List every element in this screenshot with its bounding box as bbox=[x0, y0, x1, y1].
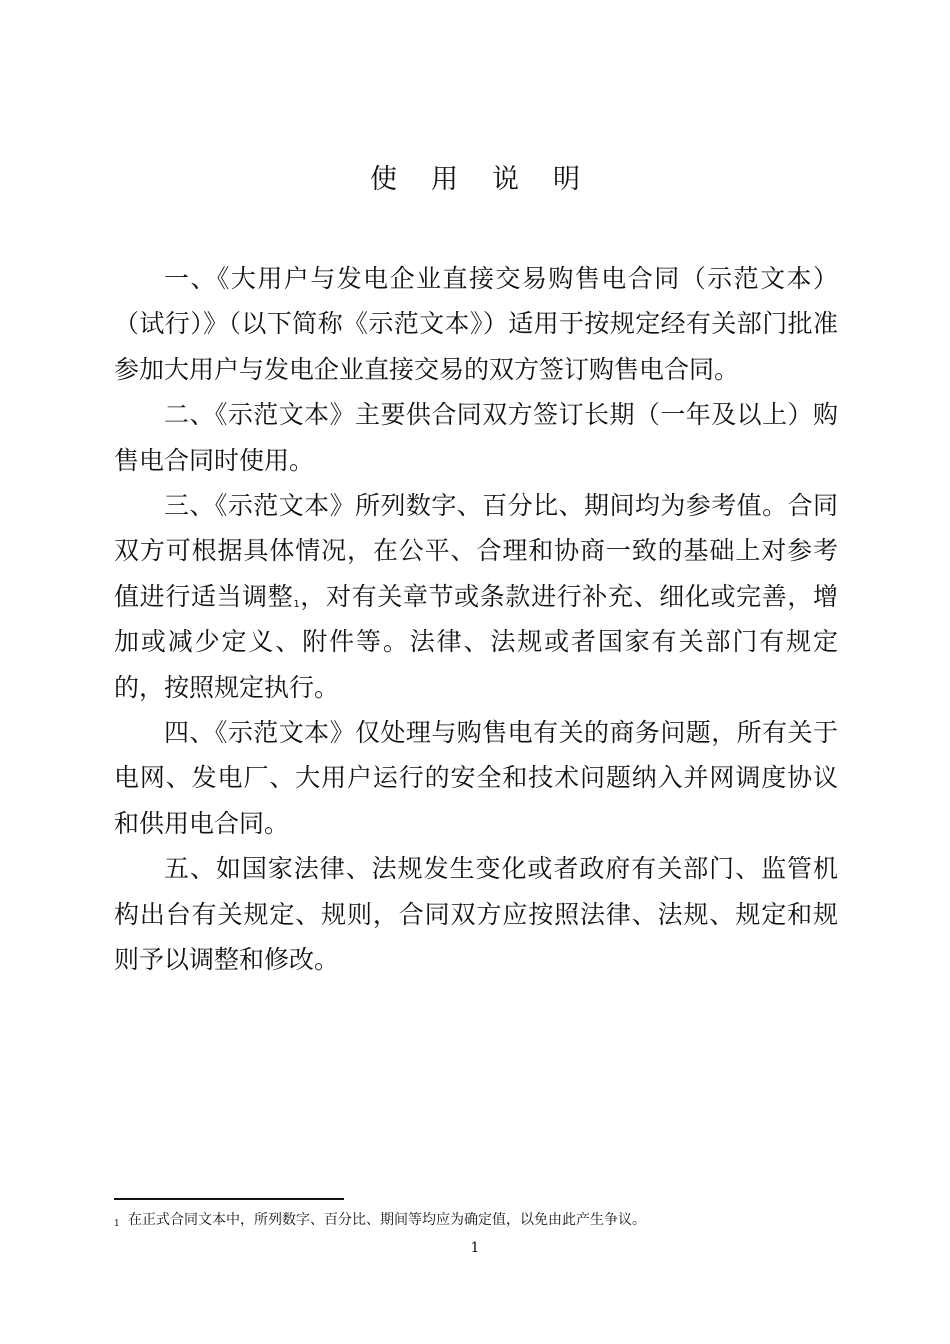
footnote-reference: 1 bbox=[293, 598, 300, 610]
footnote-text: 在正式合同文本中，所列数字、百分比、期间等均应为确定值，以免由此产生争议。 bbox=[128, 1212, 646, 1228]
paragraph-1: 一、《大用户与发电企业直接交易购售电合同（示范文本）（试行）》（以下简称《示范文本》）适用于按规定经有关部门批准参加大用户与发电企业直接交易的双方签订购售电合同。 bbox=[114, 264, 838, 384]
paragraph-3 bbox=[114, 483, 838, 710]
paragraph-5: 五、如国家法律、法规发生变化或者政府有关部门、监管机构出台有关规定、规则，合同双方应按照法律、法规、规定和规则予以调整和修改。 bbox=[114, 854, 838, 975]
footnote-separator bbox=[114, 1198, 344, 1200]
page-number: 1 bbox=[470, 1240, 480, 1256]
footnote bbox=[114, 1210, 838, 1234]
footnote-mark: 1 bbox=[114, 1219, 120, 1229]
document-title: 使用说明 bbox=[370, 164, 614, 195]
document-body bbox=[114, 256, 838, 983]
paragraph-3-text-after: ，对有关章节或条款进行补充、细化或完善，增加或减少定义、附件等。法律、法规或者国家有关部门有规定的，按照规定执行。 bbox=[114, 581, 838, 702]
paragraph-2: 二、《示范文本》主要供合同双方签订长期（一年及以上）购售电合同时使用。 bbox=[114, 400, 838, 475]
paragraph-4: 四、《示范文本》仅处理与购售电有关的商务问题，所有关于电网、发电厂、大用户运行的安全和技术问题纳入并网调度协议和供用电合同。 bbox=[114, 718, 838, 838]
paragraph-3-text-before: 三、《示范文本》所列数字、百分比、期间均为参考值。合同双方可根据具体情况，在公平、合理和协商一致的基础上对参考值进行适当调整 bbox=[114, 491, 838, 611]
